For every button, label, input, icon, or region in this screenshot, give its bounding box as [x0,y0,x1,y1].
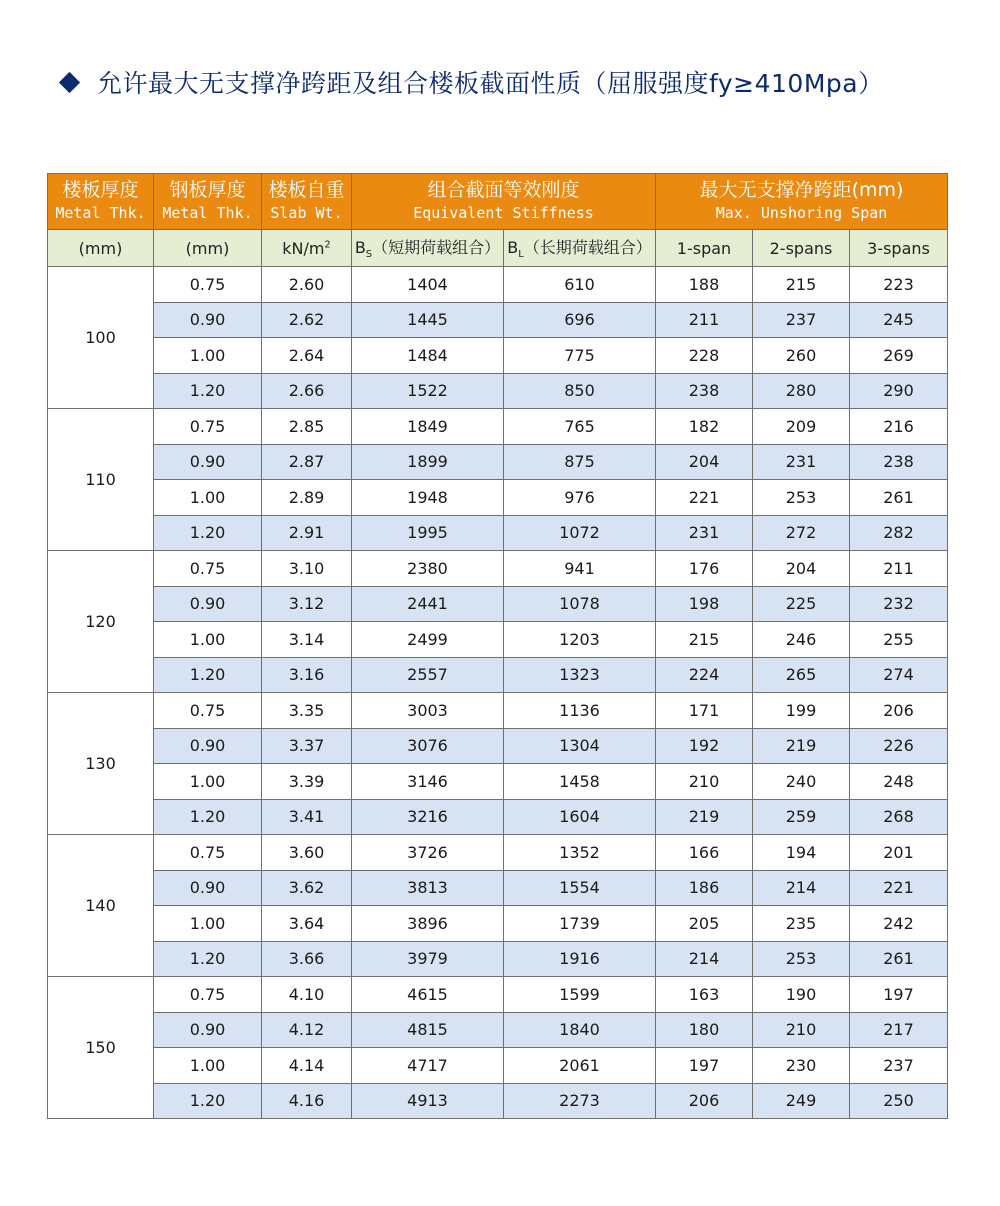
slab-weight-cell: 2.60 [262,267,352,303]
slab-weight-cell: 4.12 [262,1012,352,1048]
bl-value-cell: 1323 [504,657,656,693]
header-slab-weight-zh: 楼板自重 [268,178,345,201]
bs-value-cell: 4815 [352,1012,504,1048]
span-3-cell: 226 [850,728,948,764]
span-1-cell: 198 [656,586,753,622]
metal-thickness-cell: 1.00 [154,622,262,658]
slab-thickness-cell: 100 [48,267,154,409]
span-2-cell: 253 [753,941,850,977]
bl-value-cell: 610 [504,267,656,303]
span-1-cell: 238 [656,373,753,409]
span-3-cell: 223 [850,267,948,303]
unit-bl [504,230,656,267]
span-1-cell: 205 [656,906,753,942]
span-1-cell: 204 [656,444,753,480]
span-2-cell: 225 [753,586,850,622]
span-1-cell: 171 [656,693,753,729]
span-1-cell: 197 [656,1048,753,1084]
span-2-cell: 280 [753,373,850,409]
span-3-cell: 211 [850,551,948,587]
table-row [48,977,948,1013]
metal-thickness-cell: 0.90 [154,444,262,480]
span-3-cell: 274 [850,657,948,693]
unit-bl-text: （长期荷载组合） [523,238,652,258]
span-3-cell: 232 [850,586,948,622]
table-row [48,480,948,516]
bs-value-cell: 3003 [352,693,504,729]
span-3-cell: 217 [850,1012,948,1048]
span-1-cell: 210 [656,764,753,800]
slab-thickness-cell: 140 [48,835,154,977]
diamond-bullet-icon [59,71,80,92]
span-3-cell: 290 [850,373,948,409]
slab-thickness-cell: 110 [48,409,154,551]
slab-weight-cell: 3.62 [262,870,352,906]
table-row [48,764,948,800]
metal-thickness-cell: 1.00 [154,338,262,374]
span-2-cell: 210 [753,1012,850,1048]
bl-value-cell: 1916 [504,941,656,977]
span-2-cell: 230 [753,1048,850,1084]
table-row [48,1012,948,1048]
bl-value-cell: 1304 [504,728,656,764]
slab-weight-cell: 3.37 [262,728,352,764]
bs-value-cell: 4717 [352,1048,504,1084]
span-2-cell: 265 [753,657,850,693]
metal-thickness-cell: 0.75 [154,977,262,1013]
span-3-cell: 245 [850,302,948,338]
header-slab-weight-en: Slab Wt. [270,203,343,222]
table-row [48,1048,948,1084]
span-2-cell: 272 [753,515,850,551]
metal-thickness-cell: 1.20 [154,941,262,977]
metal-thickness-cell: 0.90 [154,728,262,764]
unit-slab-thickness: (mm) [48,230,154,267]
table-row [48,515,948,551]
span-3-cell: 268 [850,799,948,835]
span-2-cell: 190 [753,977,850,1013]
bl-value-cell: 850 [504,373,656,409]
metal-thickness-cell: 1.20 [154,515,262,551]
span-1-cell: 219 [656,799,753,835]
table-row [48,799,948,835]
header-stiffness-en: Equivalent Stiffness [413,203,594,222]
table-row [48,444,948,480]
header-metal-thickness [154,174,262,230]
unit-slab-weight-base: kN/m [282,238,325,258]
bl-value-cell: 1840 [504,1012,656,1048]
slab-weight-cell: 3.41 [262,799,352,835]
bs-value-cell: 1404 [352,267,504,303]
span-2-cell: 194 [753,835,850,871]
table-body [48,267,948,1119]
metal-thickness-cell: 0.90 [154,1012,262,1048]
span-1-cell: 215 [656,622,753,658]
span-3-cell: 282 [850,515,948,551]
bl-value-cell: 1458 [504,764,656,800]
bs-value-cell: 3813 [352,870,504,906]
bs-value-cell: 1522 [352,373,504,409]
span-3-cell: 201 [850,835,948,871]
slab-weight-cell: 3.12 [262,586,352,622]
span-2-cell: 209 [753,409,850,445]
slab-weight-cell: 3.60 [262,835,352,871]
metal-thickness-cell: 0.90 [154,586,262,622]
metal-thickness-cell: 1.00 [154,906,262,942]
bl-value-cell: 1136 [504,693,656,729]
span-table [47,173,948,1119]
span-3-cell: 237 [850,1048,948,1084]
span-1-cell: 192 [656,728,753,764]
slab-weight-cell: 3.66 [262,941,352,977]
bl-value-cell: 696 [504,302,656,338]
table-row [48,941,948,977]
slab-weight-cell: 3.35 [262,693,352,729]
slab-weight-cell: 3.10 [262,551,352,587]
slab-weight-cell: 2.62 [262,302,352,338]
table-row [48,338,948,374]
unit-bl-sub: L [518,249,524,261]
metal-thickness-cell: 1.00 [154,480,262,516]
bl-value-cell: 2273 [504,1083,656,1119]
span-3-cell: 269 [850,338,948,374]
metal-thickness-cell: 0.90 [154,302,262,338]
table-row [48,1083,948,1119]
slab-thickness-cell: 150 [48,977,154,1119]
header-metal-thickness-zh: 钢板厚度 [169,178,246,201]
unit-3-spans: 3-spans [850,230,948,267]
span-1-cell: 224 [656,657,753,693]
slab-weight-cell: 3.14 [262,622,352,658]
unit-bs-base: B [354,238,366,258]
span-1-cell: 188 [656,267,753,303]
bs-value-cell: 3979 [352,941,504,977]
span-1-cell: 186 [656,870,753,906]
span-2-cell: 215 [753,267,850,303]
bs-value-cell: 2557 [352,657,504,693]
unit-2-spans: 2-spans [753,230,850,267]
header-slab-weight [262,174,352,230]
slab-weight-cell: 2.91 [262,515,352,551]
bl-value-cell: 775 [504,338,656,374]
table-row [48,622,948,658]
header-stiffness-zh: 组合截面等效刚度 [427,178,580,201]
bl-value-cell: 765 [504,409,656,445]
metal-thickness-cell: 0.75 [154,835,262,871]
bl-value-cell: 875 [504,444,656,480]
bs-value-cell: 1995 [352,515,504,551]
unit-slab-weight [262,230,352,267]
table-row [48,906,948,942]
bl-value-cell: 1078 [504,586,656,622]
header-span-zh: 最大无支撑净跨距(mm) [699,178,904,201]
bs-value-cell: 3146 [352,764,504,800]
span-2-cell: 199 [753,693,850,729]
header-metal-thickness-en: Metal Thk. [162,203,253,222]
unit-bs-sub: S [365,249,373,261]
header-span-en: Max. Unshoring Span [715,203,888,222]
unit-slab-weight-sup: 2 [324,239,331,251]
metal-thickness-cell: 0.90 [154,870,262,906]
bs-value-cell: 1899 [352,444,504,480]
span-3-cell: 250 [850,1083,948,1119]
span-2-cell: 231 [753,444,850,480]
unit-bs-text: （短期荷载组合） [372,238,501,258]
span-2-cell: 240 [753,764,850,800]
table-row [48,693,948,729]
span-3-cell: 261 [850,480,948,516]
unit-1-span: 1-span [656,230,753,267]
bs-value-cell: 2380 [352,551,504,587]
bs-value-cell: 3216 [352,799,504,835]
span-3-cell: 216 [850,409,948,445]
span-1-cell: 166 [656,835,753,871]
header-slab-thickness-zh: 楼板厚度 [62,178,139,201]
bs-value-cell: 1445 [352,302,504,338]
unit-bl-base: B [507,238,519,258]
bl-value-cell: 1554 [504,870,656,906]
bl-value-cell: 941 [504,551,656,587]
table-row [48,657,948,693]
table-row [48,728,948,764]
metal-thickness-cell: 1.20 [154,657,262,693]
header-slab-thickness [48,174,154,230]
bl-value-cell: 1739 [504,906,656,942]
table-row [48,409,948,445]
bl-value-cell: 2061 [504,1048,656,1084]
metal-thickness-cell: 0.75 [154,409,262,445]
bs-value-cell: 1948 [352,480,504,516]
metal-thickness-cell: 1.00 [154,764,262,800]
span-2-cell: 260 [753,338,850,374]
span-3-cell: 197 [850,977,948,1013]
bs-value-cell: 3896 [352,906,504,942]
metal-thickness-cell: 0.75 [154,551,262,587]
header-row-units [48,230,948,267]
span-3-cell: 238 [850,444,948,480]
bs-value-cell: 1849 [352,409,504,445]
bl-value-cell: 1599 [504,977,656,1013]
bs-value-cell: 4913 [352,1083,504,1119]
span-2-cell: 237 [753,302,850,338]
slab-thickness-cell: 120 [48,551,154,693]
metal-thickness-cell: 0.75 [154,267,262,303]
span-1-cell: 221 [656,480,753,516]
header-span [656,174,948,230]
bs-value-cell: 3726 [352,835,504,871]
metal-thickness-cell: 1.20 [154,799,262,835]
metal-thickness-cell: 1.20 [154,1083,262,1119]
table-row [48,267,948,303]
span-2-cell: 204 [753,551,850,587]
unit-bs [352,230,504,267]
slab-weight-cell: 4.16 [262,1083,352,1119]
slab-weight-cell: 3.16 [262,657,352,693]
span-1-cell: 163 [656,977,753,1013]
span-2-cell: 214 [753,870,850,906]
span-2-cell: 253 [753,480,850,516]
span-1-cell: 206 [656,1083,753,1119]
metal-thickness-cell: 1.00 [154,1048,262,1084]
bs-value-cell: 4615 [352,977,504,1013]
metal-thickness-cell: 1.20 [154,373,262,409]
table-row [48,835,948,871]
bl-value-cell: 1072 [504,515,656,551]
span-1-cell: 231 [656,515,753,551]
bs-value-cell: 2441 [352,586,504,622]
unit-metal-thickness: (mm) [154,230,262,267]
header-row-main [48,174,948,230]
span-3-cell: 221 [850,870,948,906]
slab-weight-cell: 3.39 [262,764,352,800]
slab-weight-cell: 2.64 [262,338,352,374]
slab-weight-cell: 2.66 [262,373,352,409]
header-stiffness [352,174,656,230]
bs-value-cell: 1484 [352,338,504,374]
span-1-cell: 182 [656,409,753,445]
span-2-cell: 249 [753,1083,850,1119]
bs-value-cell: 2499 [352,622,504,658]
span-2-cell: 235 [753,906,850,942]
span-1-cell: 176 [656,551,753,587]
slab-weight-cell: 2.85 [262,409,352,445]
slab-thickness-cell: 130 [48,693,154,835]
span-3-cell: 242 [850,906,948,942]
metal-thickness-cell: 0.75 [154,693,262,729]
bl-value-cell: 976 [504,480,656,516]
slab-weight-cell: 4.10 [262,977,352,1013]
page-title [58,62,884,102]
span-2-cell: 259 [753,799,850,835]
bs-value-cell: 3076 [352,728,504,764]
span-3-cell: 206 [850,693,948,729]
table-row [48,373,948,409]
table-row [48,551,948,587]
bl-value-cell: 1203 [504,622,656,658]
slab-weight-cell: 2.87 [262,444,352,480]
span-2-cell: 246 [753,622,850,658]
table-row [48,302,948,338]
slab-weight-cell: 4.14 [262,1048,352,1084]
span-3-cell: 248 [850,764,948,800]
slab-weight-cell: 3.64 [262,906,352,942]
table-row [48,586,948,622]
span-3-cell: 255 [850,622,948,658]
table-row [48,870,948,906]
span-1-cell: 214 [656,941,753,977]
title-text: 允许最大无支撑净跨距及组合楼板截面性质（屈服强度fy≥410Mpa） [97,69,884,98]
span-2-cell: 219 [753,728,850,764]
span-1-cell: 228 [656,338,753,374]
header-slab-thickness-en: Metal Thk. [55,203,146,222]
span-3-cell: 261 [850,941,948,977]
bl-value-cell: 1604 [504,799,656,835]
span-1-cell: 180 [656,1012,753,1048]
bl-value-cell: 1352 [504,835,656,871]
span-1-cell: 211 [656,302,753,338]
slab-weight-cell: 2.89 [262,480,352,516]
